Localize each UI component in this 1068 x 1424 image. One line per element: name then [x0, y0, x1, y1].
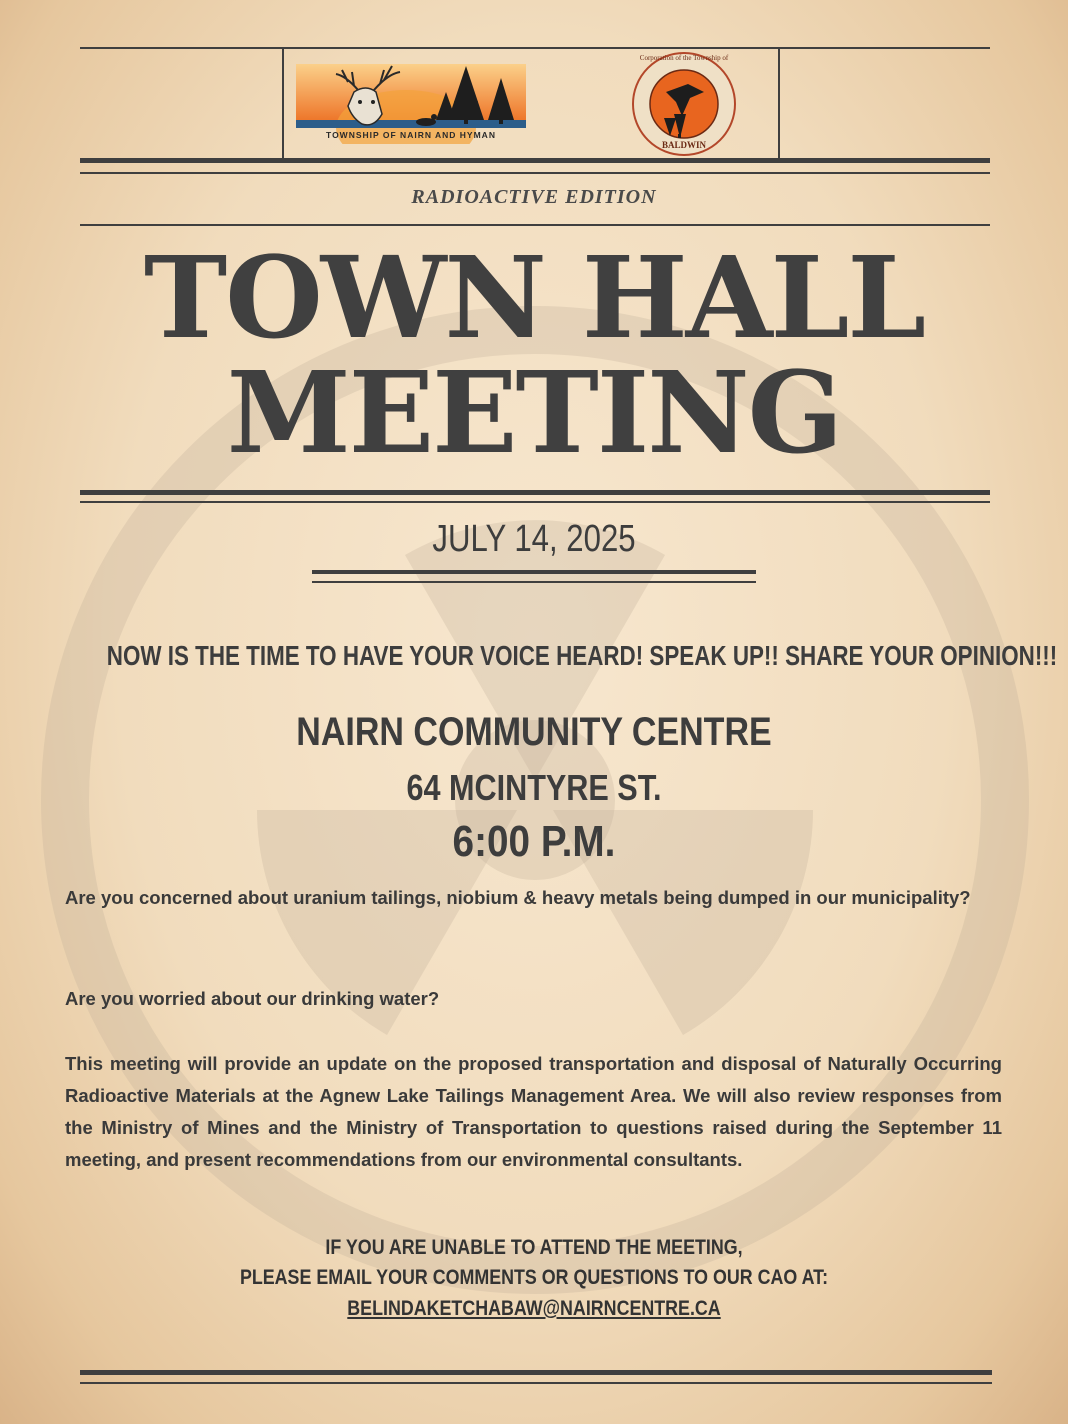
baldwin-seal	[630, 52, 738, 156]
masthead-divider-right	[778, 47, 780, 159]
cao-email-link[interactable]: BELINDAKETCHABAW@NAIRNCENTRE.CA	[347, 1297, 721, 1320]
bottom-thick-rule	[80, 1370, 992, 1375]
call-to-action: NOW IS THE TIME TO HAVE YOUR VOICE HEARD! SPEAK UP!! SHARE YOUR OPINION!!!	[106, 640, 1058, 671]
headline-thick-rule	[80, 490, 990, 495]
masthead-top-rule	[80, 47, 990, 49]
date-thin-rule	[312, 581, 756, 583]
meeting-description: This meeting will provide an update on the proposed transportation and disposal of Naturally Occurring Radioactive Materials at the Agnew Lake Tailings Management Area. We will also review responses from the Ministry of Mines and the Ministry of Transportation to questions raised during the September 11 meeting, and present recommendations from our environmental consultants.	[65, 1053, 1002, 1170]
masthead-divider-left	[282, 47, 284, 159]
logo-left-caption: TOWNSHIP OF NAIRN AND HYMAN	[326, 130, 496, 140]
edition-label: RADIOACTIVE EDITION	[411, 186, 657, 208]
headline-line2: MEETING	[226, 348, 842, 479]
seal-ring-text: Corporation of the Township of	[639, 54, 729, 62]
footer-line1: IF YOU ARE UNABLE TO ATTEND THE MEETING,	[325, 1236, 743, 1259]
question-water: Are you worried about our drinking water?	[65, 988, 440, 1009]
masthead-thin-rule	[80, 172, 990, 174]
date-thick-rule	[312, 570, 756, 574]
seal-name: BALDWIN	[661, 140, 706, 150]
venue-address: 64 MCINTYRE ST.	[406, 767, 662, 808]
venue-name: NAIRN COMMUNITY CENTRE	[296, 710, 772, 754]
bottom-thin-rule	[80, 1382, 992, 1384]
meeting-time: 6:00 P.M.	[452, 817, 616, 866]
meeting-date: JULY 14, 2025	[432, 518, 636, 560]
masthead-thick-rule	[80, 158, 990, 163]
footer-line2: PLEASE EMAIL YOUR COMMENTS OR QUESTIONS TO OUR CAO AT:	[239, 1266, 829, 1289]
headline-thin-rule	[80, 501, 990, 503]
footer-email-row	[80, 1297, 988, 1321]
headline-line1: TOWN HALL	[143, 233, 925, 364]
question-tailings: Are you concerned about uranium tailings, niobium & heavy metals being dumped in our municipality?	[65, 887, 971, 908]
nairn-hyman-logo	[296, 62, 526, 144]
edition-rule	[80, 224, 990, 226]
